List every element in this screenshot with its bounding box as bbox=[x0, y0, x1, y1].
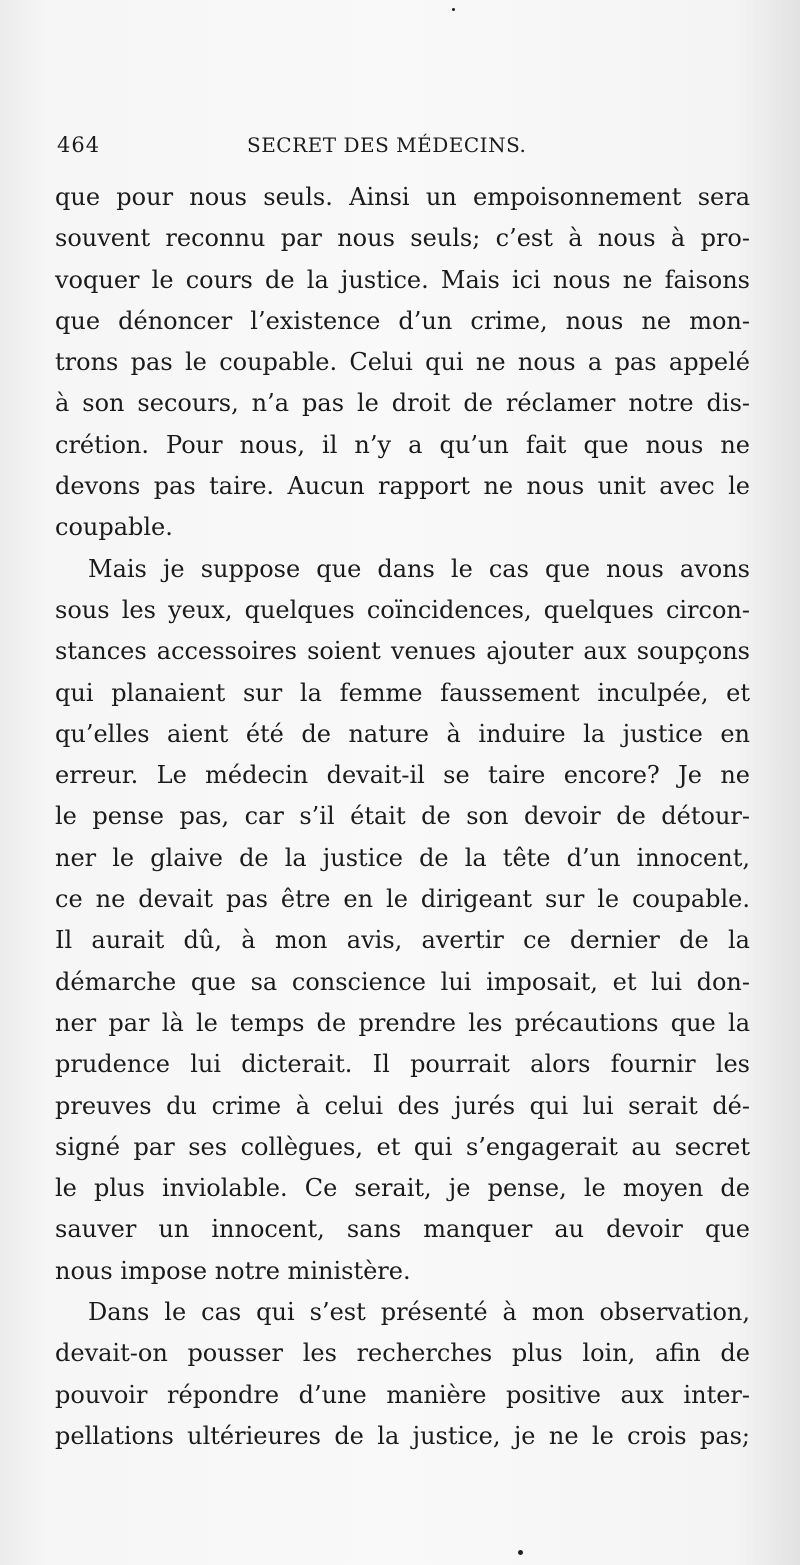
running-head: SECRET DES MÉDECINS. bbox=[247, 133, 527, 157]
text-line: démarche que sa conscience lui imposait, et lui don- bbox=[55, 967, 750, 996]
paragraph-start-line: Mais je suppose que dans le cas que nous avons bbox=[88, 554, 750, 583]
text-line: stances accessoires soient venues ajouter aux soupçons bbox=[55, 637, 750, 666]
text-line: ner par là le temps de prendre les précautions que la bbox=[55, 1008, 750, 1037]
text-line: voquer le cours de la justice. Mais ici nous ne faisons bbox=[55, 265, 750, 294]
page-header bbox=[57, 133, 557, 163]
text-line: trons pas le coupable. Celui qui ne nous a pas appelé bbox=[55, 348, 750, 377]
text-line: souvent reconnu par nous seuls; c’est à nous à pro- bbox=[55, 224, 750, 253]
text-line: que dénoncer l’existence d’un crime, nous ne mon- bbox=[55, 306, 750, 335]
text-line: signé par ses collègues, et qui s’engagerait au secret bbox=[55, 1132, 750, 1161]
text-line: ner le glaive de la justice de la tête d’un innocent, bbox=[55, 843, 750, 872]
text-line: Il aurait dû, à mon avis, avertir ce dernier de la bbox=[55, 926, 750, 955]
paragraph-start-line: Dans le cas qui s’est présenté à mon observation, bbox=[88, 1298, 750, 1327]
ink-speck bbox=[452, 8, 455, 11]
text-line: devait-on pousser les recherches plus loin, afin de bbox=[55, 1339, 750, 1368]
text-line: crétion. Pour nous, il n’y a qu’un fait que nous ne bbox=[55, 430, 750, 459]
text-line: qu’elles aient été de nature à induire la justice en bbox=[55, 719, 750, 748]
text-line: qui planaient sur la femme faussement inculpée, et bbox=[55, 678, 750, 707]
text-line: erreur. Le médecin devait-il se taire encore? Je ne bbox=[55, 761, 750, 790]
text-line: sous les yeux, quelques coïncidences, quelques circon- bbox=[55, 595, 750, 624]
text-line: le pense pas, car s’il était de son devoir de détour- bbox=[55, 802, 750, 831]
text-line: pouvoir répondre d’une manière positive aux inter- bbox=[55, 1380, 750, 1409]
text-line: à son secours, n’a pas le droit de réclamer notre dis- bbox=[55, 389, 750, 418]
text-line: prudence lui dicterait. Il pourrait alors fournir les bbox=[55, 1050, 750, 1079]
text-line: coupable. bbox=[55, 513, 173, 542]
text-line: ce ne devait pas être en le dirigeant sur le coupable. bbox=[55, 885, 750, 914]
text-line: que pour nous seuls. Ainsi un empoisonnement sera bbox=[55, 183, 750, 211]
text-line: le plus inviolable. Ce serait, je pense, le moyen de bbox=[55, 1174, 750, 1203]
text-line: devons pas taire. Aucun rapport ne nous unit avec le bbox=[55, 472, 750, 501]
ink-speck bbox=[518, 1550, 523, 1555]
body-text bbox=[55, 177, 750, 1457]
text-line: sauver un innocent, sans manquer au devoir que bbox=[55, 1215, 750, 1244]
text-line: pellations ultérieures de la justice, je ne le crois pas; bbox=[55, 1421, 750, 1450]
text-line: preuves du crime à celui des jurés qui lui serait dé- bbox=[55, 1091, 750, 1120]
page-number: 464 bbox=[57, 133, 101, 157]
text-line: nous impose notre ministère. bbox=[55, 1256, 411, 1285]
